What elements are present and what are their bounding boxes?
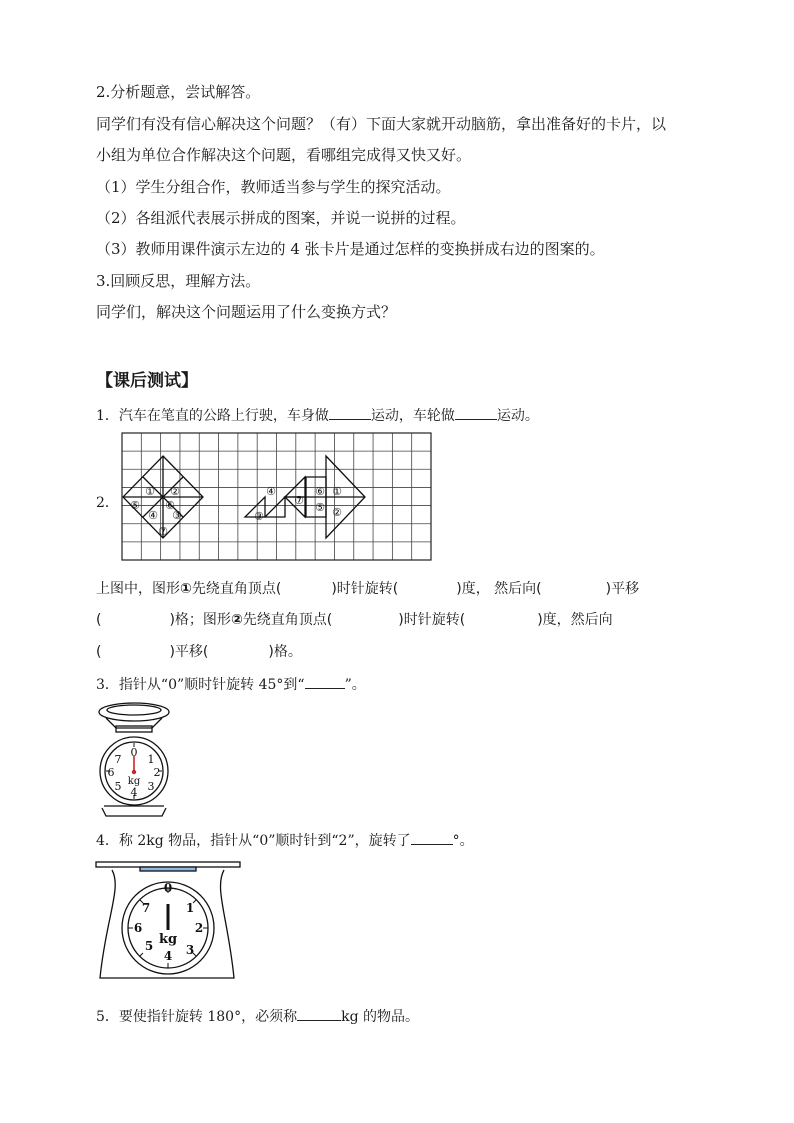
dial-number: 3 <box>147 780 155 793</box>
q2-text: )度， 然后向( <box>456 581 542 597</box>
dial-number: 4 <box>130 786 138 799</box>
q2-text: )时针旋转( <box>398 612 466 628</box>
q3-text-a: 3．指针从“0”顺时针旋转 45°到“ <box>96 677 305 693</box>
grid-label: ③ <box>254 510 264 523</box>
grid-label: ③ <box>172 509 182 522</box>
grid-label: ④ <box>266 485 276 498</box>
q2-text: 上图中，图形 <box>96 581 180 597</box>
q2-text: )度，然后向 <box>537 612 613 628</box>
q5-text-b: kg 的物品。 <box>341 1009 419 1025</box>
step3-title: 3.回顾反思，理解方法。 <box>96 272 261 290</box>
dial-number: 0 <box>130 746 138 759</box>
q2-text: )时针旋转( <box>331 581 399 597</box>
dial-unit: kg <box>158 932 178 947</box>
question-5 <box>96 1006 419 1027</box>
dial-number: 6 <box>107 766 115 779</box>
grid-label: ⑦ <box>158 525 168 538</box>
question-line: 同学们，解决这个问题运用了什么变换方式？ <box>96 303 397 321</box>
dial-number: 7 <box>114 753 122 766</box>
dial-number: 6 <box>133 921 143 935</box>
item-2: （2）各组派代表展示拼成的图案，并说一说拼的过程。 <box>96 209 466 227</box>
grid-label: ⑤ <box>315 501 325 514</box>
q2-text: )平移( <box>169 644 209 660</box>
test-heading: 【课后测试】 <box>96 371 198 391</box>
scale-1-pivot <box>132 770 136 774</box>
grid-label: ② <box>170 485 180 498</box>
dial-number: 5 <box>144 939 154 953</box>
grid-label: ① <box>145 485 155 498</box>
q5-text-a: 5．要使指针旋转 180°，必须称 <box>96 1009 298 1025</box>
grid-label: ⑤ <box>130 499 140 512</box>
item-3: （3）教师用课件演示左边的 4 张卡片是通过怎样的变换拼成右边的图案的。 <box>96 240 605 258</box>
question-1 <box>96 405 539 426</box>
item-1: （1）学生分组合作，教师适当参与学生的探究活动。 <box>96 178 451 196</box>
grid-label: ① <box>332 485 342 498</box>
q2-label: 2． <box>96 495 119 511</box>
dial-number: 5 <box>114 780 122 793</box>
dial-number: 4 <box>163 949 173 963</box>
q5-blank[interactable] <box>297 1006 341 1021</box>
q3-text-b: ”。 <box>344 677 366 693</box>
question-4 <box>96 830 474 851</box>
step2-title: 2.分析题意，尝试解答。 <box>96 83 261 101</box>
shape-2-mark: ② <box>230 612 243 628</box>
q1-blank-2[interactable] <box>455 405 497 420</box>
kitchen-scale-1 <box>94 698 176 820</box>
q2-text: ( <box>96 612 102 628</box>
grid-label: ⑥ <box>165 499 175 512</box>
q2-text: )格。 <box>268 644 302 660</box>
dial-number: 1 <box>185 901 195 915</box>
grid-label: ⑦ <box>294 494 304 507</box>
question-3 <box>96 674 366 695</box>
q3-blank[interactable] <box>305 674 345 689</box>
q4-text-b: °。 <box>452 833 474 849</box>
grid-label: ⑥ <box>315 485 325 498</box>
q2-text: )格；图形 <box>169 612 231 628</box>
shape-1-mark: ① <box>180 581 192 597</box>
grid-label: ② <box>332 506 342 519</box>
dial-number: 3 <box>185 943 195 957</box>
q2-line-1 <box>96 579 639 599</box>
dial-number: 7 <box>141 901 151 915</box>
dial-number: 2 <box>194 921 204 935</box>
q2-text: 先绕直角顶点( <box>191 581 282 597</box>
q4-blank[interactable] <box>411 830 453 845</box>
rotation-grid-figure <box>121 432 436 564</box>
paragraph-line-1: 同学们有没有信心解决这个问题？（有）下面大家就开动脑筋，拿出准备好的卡片，以 <box>96 115 667 133</box>
q2-line-2 <box>96 610 613 630</box>
q2-text: )平移 <box>605 581 640 597</box>
dial-unit: kg <box>127 776 141 787</box>
q1-text-c: 运动。 <box>496 408 539 424</box>
q2-text: ( <box>96 644 102 660</box>
kitchen-scale-2 <box>94 858 244 988</box>
paragraph-line-2: 小组为单位合作解决这个问题，看哪组完成得又快又好。 <box>96 146 472 164</box>
q4-text-a: 4．称 2kg 物品，指针从“0”顺时针到“2”，旋转了 <box>96 833 411 849</box>
q2-text: 先绕直角顶点( <box>242 612 333 628</box>
q1-text-a: 1．汽车在笔直的公路上行驶，车身做 <box>96 408 329 424</box>
grid-label: ④ <box>148 509 158 522</box>
dial-number: 0 <box>163 881 173 895</box>
dial-number: 1 <box>147 753 155 766</box>
dial-number: 2 <box>153 766 161 779</box>
q1-blank-1[interactable] <box>329 405 371 420</box>
q2-line-3 <box>96 642 302 662</box>
q1-text-b: 运动，车轮做 <box>370 408 455 424</box>
